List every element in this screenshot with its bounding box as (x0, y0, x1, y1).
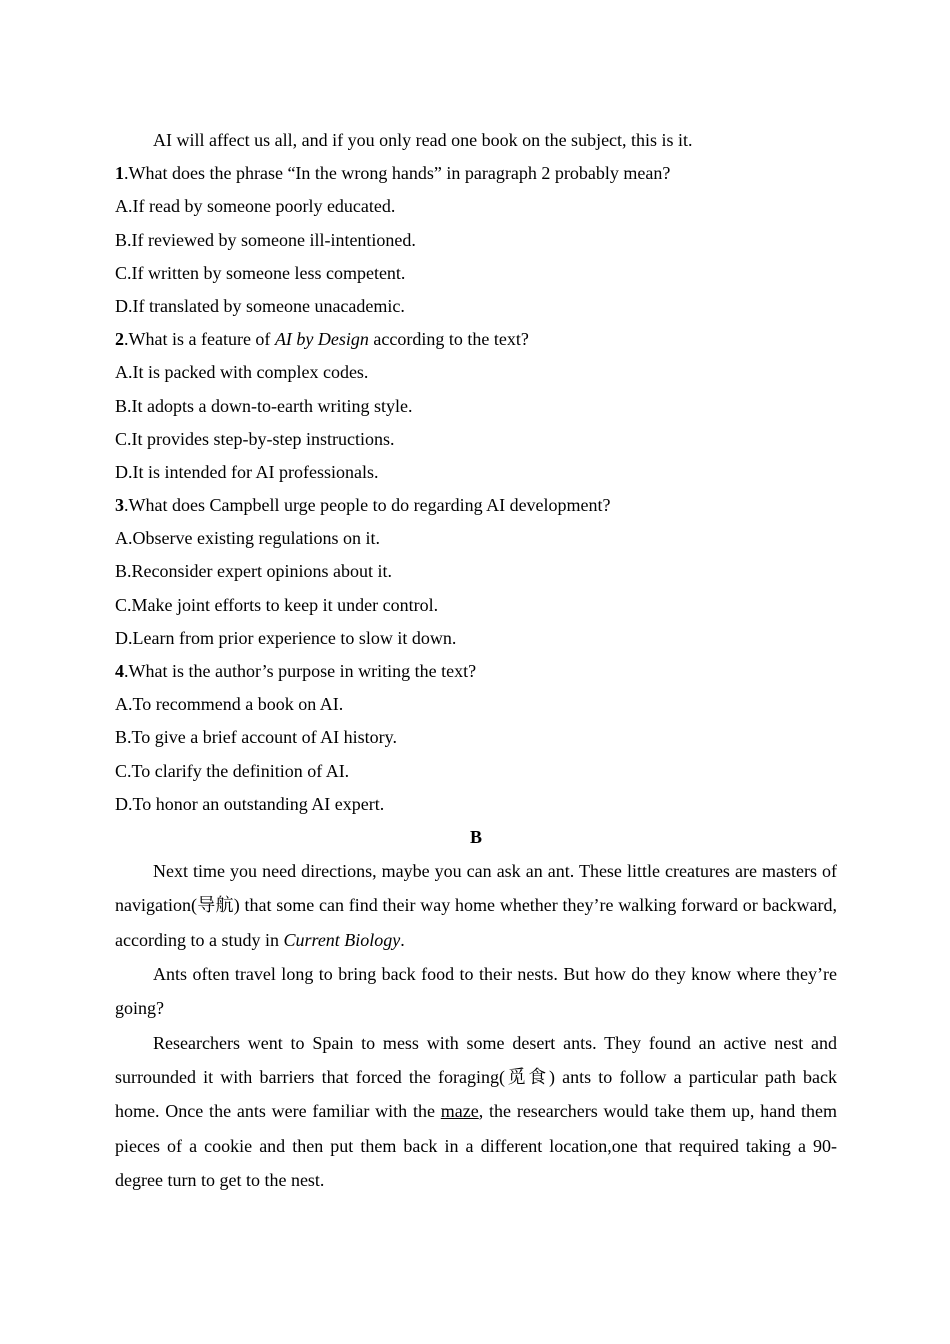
question-4-option-c: C.To clarify the definition of AI. (115, 760, 350, 781)
book-title: AI by Design (274, 329, 369, 350)
question-1-option-d: D.If translated by someone unacademic. (115, 295, 405, 316)
question-2-option-d: D.It is intended for AI professionals. (115, 461, 379, 482)
question-3-stem (115, 489, 837, 522)
document-page (115, 124, 837, 1197)
paragraph-3-text-pre: Researchers went to Spain to mess with some desert ants. They found an active nest and surrounded it with barriers that forced the foraging(觅食) ants to follow a particular path back home. Once the ants were familiar with the (115, 1032, 837, 1122)
paragraph-1-text-post: . (400, 929, 405, 950)
section-title: B (469, 826, 482, 847)
question-3-option-c: C.Make joint efforts to keep it under control. (115, 594, 439, 615)
question-number: 2 (115, 329, 124, 350)
question-1-option-c: C.If written by someone less competent. (115, 262, 406, 283)
question-4-option-d: D.To honor an outstanding AI expert. (115, 793, 385, 814)
intro-line: AI will affect us all, and if you only read one book on the subject, this is it. (153, 130, 693, 150)
question-text: .What does the phrase “In the wrong hands” in paragraph 2 probably mean? (124, 163, 671, 184)
paragraph-1 (115, 854, 837, 957)
question-2-option-a: A.It is packed with complex codes. (115, 362, 369, 383)
paragraph-1-text-pre: Next time you need directions, maybe you can ask an ant. These little creatures are masters of navigation(导航) that some can find their way home whether they’re walking forward or backward, according to a study in (115, 861, 837, 950)
question-4-option-a: A.To recommend a book on AI. (115, 694, 344, 715)
question-3-option-a: A.Observe existing regulations on it. (115, 528, 380, 549)
paragraph-2: Ants often travel long to bring back food to their nests. But how do they know where they’re going? (115, 964, 837, 1019)
question-text: .What does Campbell urge people to do regarding AI development? (124, 495, 611, 516)
question-text-pre: .What is a feature of (124, 329, 275, 350)
paragraph-3 (115, 1026, 837, 1197)
question-3-option-d: D.Learn from prior experience to slow it down. (115, 627, 457, 648)
question-4-option-b: B.To give a brief account of AI history. (115, 727, 397, 748)
question-3-option-b: B.Reconsider expert opinions about it. (115, 561, 392, 582)
question-4-stem (115, 655, 837, 688)
question-2-option-b: B.It adopts a down-to-earth writing style. (115, 395, 413, 416)
underlined-word: maze (440, 1101, 479, 1122)
paragraph-3-text-post: , the researchers would take them up, hand them pieces of a cookie and then put them back in a different location,one that required taking a 90-degree turn to get to the nest. (115, 1101, 837, 1190)
question-1-option-a: A.If read by someone poorly educated. (115, 196, 396, 217)
question-2-stem (115, 323, 837, 356)
question-text: .What is the author’s purpose in writing the text? (124, 661, 477, 681)
question-number: 1 (115, 163, 124, 184)
question-text-post: according to the text? (368, 329, 529, 350)
question-number: 4 (115, 661, 124, 681)
question-2-option-c: C.It provides step-by-step instructions. (115, 428, 395, 449)
question-1-stem (115, 157, 837, 190)
question-number: 3 (115, 495, 124, 516)
journal-title: Current Biology (283, 929, 401, 950)
question-1-option-b: B.If reviewed by someone ill-intentioned. (115, 229, 416, 250)
